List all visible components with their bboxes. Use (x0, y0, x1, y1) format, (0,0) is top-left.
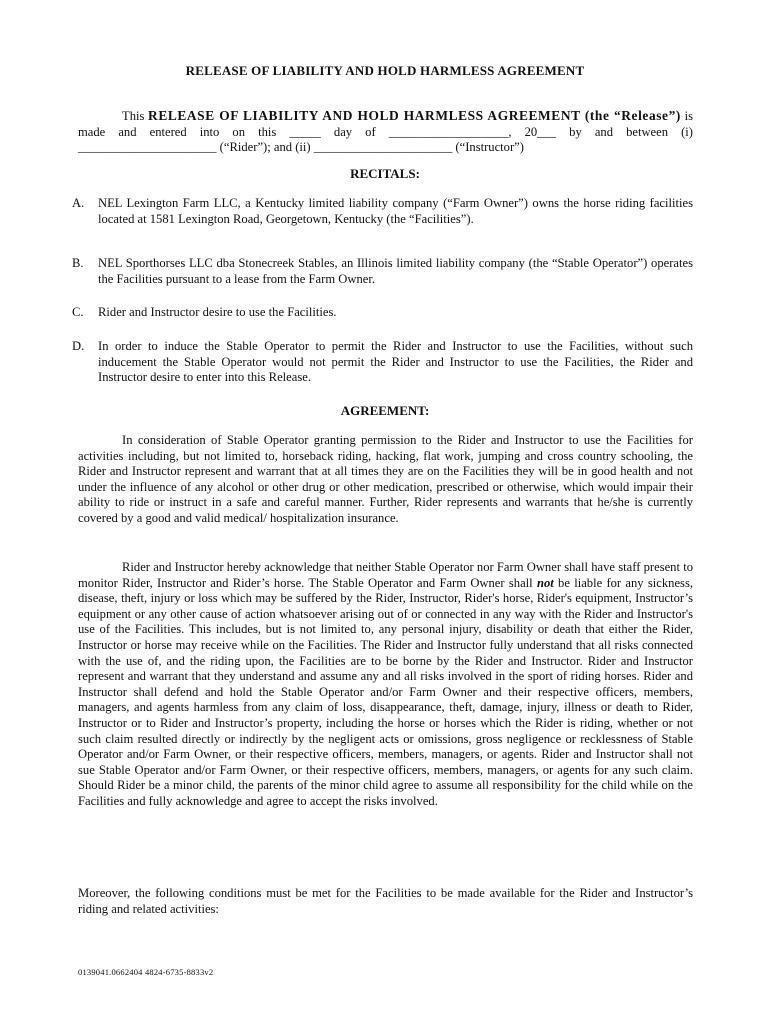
recital-text: NEL Sporthorses LLC dba Stonecreek Stables, an Illinois limited liability company (the “Stable Operator”) operates the Facilities pursuant to a lease from the Farm Owner. (98, 256, 693, 286)
document-title: RELEASE OF LIABILITY AND HOLD HARMLESS AGREEMENT (185, 63, 585, 78)
recital-letter: D. (72, 339, 85, 353)
recitals-heading: RECITALS: (350, 166, 420, 181)
paragraph-2-emphasis: not (536, 575, 554, 590)
agreement-paragraph-2 (78, 560, 693, 810)
recital-letter: C. (72, 305, 84, 319)
recital-d (72, 339, 693, 386)
intro-lead: This (122, 109, 149, 123)
agreement-paragraph-1: In consideration of Stable Operator granting permission to the Rider and Instructor to use the Facilities for activities including, but not limited to, horseback riding, hacking, flat work, jumping and cross country schooling, the Rider and Instructor represent and warrant that at all times they are on the Facilities they will be in good health and not under the influence of any alcohol or other drug or other medication, prescribed or otherwise, which would impair their ability to ride or instruct in a safe and careful manner. Further, Rider represents and warrants that he/she is currently covered by a good and valid medical/ hospitalization insurance. (78, 433, 693, 525)
recital-c (72, 305, 693, 321)
paragraph-2-lead: Rider and Instructor hereby acknowledge that neither Stable Operator nor Farm Owner shall have staff present to monitor Rider, Instructor and Rider’s horse. The Stable Operator and Farm Owner shall (78, 560, 693, 590)
agreement-heading: AGREEMENT: (340, 403, 430, 418)
intro-strong: RELEASE OF LIABILITY AND HOLD HARMLESS AGREEMENT (the “Release”) (148, 108, 681, 123)
recital-b (72, 256, 693, 287)
recital-a (72, 196, 693, 227)
recital-letter: B. (72, 256, 84, 270)
intro-rest: is made and entered into on this _____ day of ___________________, 20___ by and between (i) ______________________ (“Rider”); and (ii) ______________________ (“Instructor”) (78, 109, 693, 155)
document-footer-id: 0139041.0662404 4824-6735-8833v2 (78, 967, 214, 977)
intro-paragraph (78, 108, 693, 156)
recital-text: NEL Lexington Farm LLC, a Kentucky limited liability company (“Farm Owner”) owns the horse riding facilities located at 1581 Lexington Road, Georgetown, Kentucky (the “Facilities”). (98, 196, 693, 226)
paragraph-2-rest: be liable for any sickness, disease, theft, injury or loss which may be suffered by the Rider, Instructor, Rider's horse, Rider's equipment, Instructor’s equipment or any other cause of action whatsoever arising out of or connected in any way with the Rider and Instructor's use of the Facilities. This includes, but is not limited to, any personal injury, disability or death that either the Rider, Instructor or horse may receive while on the Facilities. The Rider and Instructor fully understand that all risks connected with the use of, and the riding upon, the Facilities are to be borne by the Rider and Instructor. Rider and Instructor represent and warrant that they understand and assume any and all risks involved in the sport of riding horses. Rider and Instructor shall defend and hold the Stable Operator and/or Farm Owner and their respective officers, members, managers, and agents harmless from any claim of loss, disappearance, theft, damage, injury, illness or death to Rider, Instructor or to Rider and Instructor’s property, including the horse or horses which the Rider is riding, whether or not such claim resulted directly or indirectly by the negligent acts or omissions, gross negligence or recklessness of Stable Operator and/or Farm Owner, or their respective officers, members, managers, or agents. Rider and Instructor shall not sue Stable Operator and/or Farm Owner, or their respective officers, members, managers, or agents for any such claim. Should Rider be a minor child, the parents of the minor child agree to assume all responsibility for the child while on the Facilities and fully acknowledge and agree to accept the risks involved. (78, 575, 693, 808)
recital-letter: A. (72, 196, 85, 210)
agreement-paragraph-3: Moreover, the following conditions must be met for the Facilities to be made available for the Rider and Instructor’s riding and related activities: (78, 886, 693, 916)
recital-text: Rider and Instructor desire to use the Facilities. (98, 305, 337, 319)
recital-text: In order to induce the Stable Operator to permit the Rider and Instructor to use the Facilities, without such inducement the Stable Operator would not permit the Rider and Instructor to use the Facilities, the Rider and Instructor desire to enter into this Release. (98, 339, 693, 385)
